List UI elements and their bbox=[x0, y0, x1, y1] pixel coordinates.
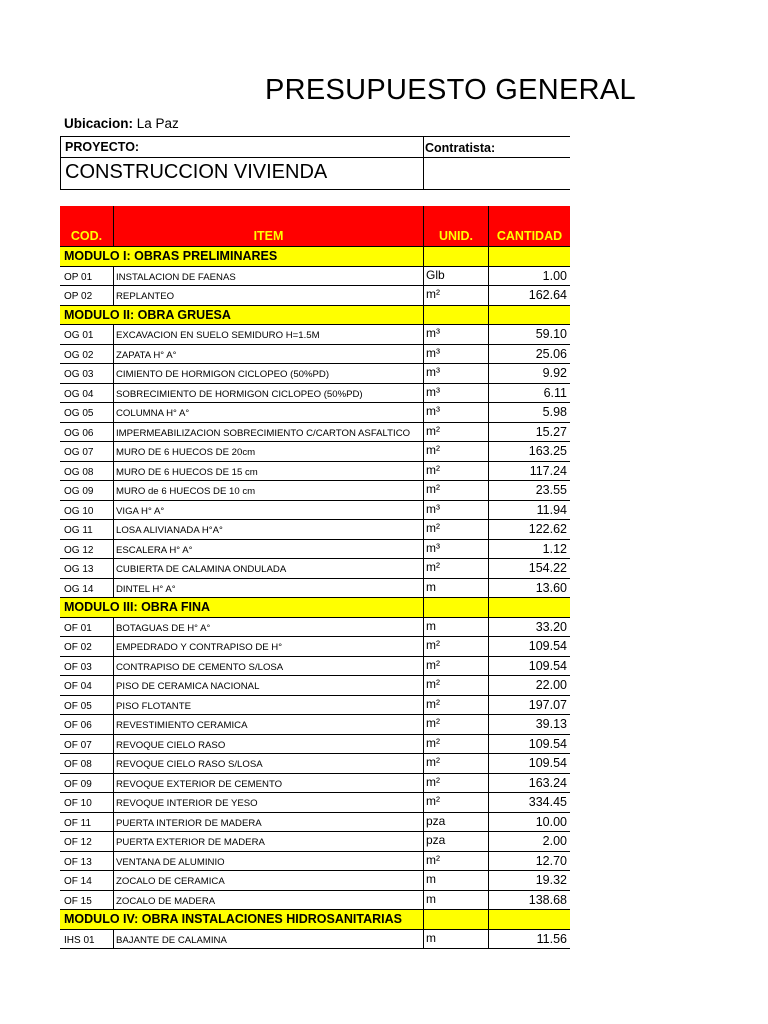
table-row[interactable] bbox=[60, 696, 570, 716]
table-row[interactable] bbox=[60, 715, 570, 735]
item-code: OG 11 bbox=[64, 525, 93, 536]
item-code: OG 03 bbox=[64, 369, 94, 380]
item-description: EXCAVACION EN SUELO SEMIDURO H=1.5M bbox=[113, 325, 423, 344]
item-unit: m³ bbox=[423, 403, 488, 422]
project-name[interactable]: CONSTRUCCION VIVIENDA bbox=[65, 161, 328, 183]
item-unit: m² bbox=[423, 696, 488, 715]
table-row[interactable] bbox=[60, 774, 570, 794]
item-unit: m² bbox=[423, 735, 488, 754]
item-quantity: 9.92 bbox=[488, 364, 570, 383]
item-unit: m² bbox=[423, 462, 488, 481]
item-code: OF 02 bbox=[64, 642, 92, 653]
item-description: DINTEL H° A° bbox=[113, 579, 423, 598]
item-description: CUBIERTA DE CALAMINA ONDULADA bbox=[113, 559, 423, 578]
item-description: BOTAGUAS DE H° A° bbox=[113, 618, 423, 637]
item-description: ZOCALO DE CERAMICA bbox=[113, 871, 423, 890]
item-description: ZAPATA H° A° bbox=[113, 345, 423, 364]
table-row[interactable] bbox=[60, 832, 570, 852]
item-code: OG 05 bbox=[64, 408, 94, 419]
table-row[interactable] bbox=[60, 871, 570, 891]
item-description: COLUMNA H° A° bbox=[113, 403, 423, 422]
item-unit: m² bbox=[423, 520, 488, 539]
project-label: PROYECTO: bbox=[65, 140, 140, 154]
item-unit: m² bbox=[423, 715, 488, 734]
item-code: OF 09 bbox=[64, 778, 92, 790]
contractor-label: Contratista: bbox=[425, 141, 496, 155]
item-unit: m² bbox=[423, 423, 488, 442]
item-description: ESCALERA H° A° bbox=[113, 540, 423, 559]
module-qty-cell bbox=[488, 598, 570, 617]
item-quantity: 59.10 bbox=[488, 325, 570, 344]
page-title: PRESUPUESTO GENERAL bbox=[265, 74, 636, 106]
item-description: MURO DE 6 HUECOS DE 20cm bbox=[113, 442, 423, 461]
table-row[interactable] bbox=[60, 676, 570, 696]
item-unit: m bbox=[423, 891, 488, 910]
item-code: OF 11 bbox=[64, 817, 92, 829]
item-quantity: 13.60 bbox=[488, 579, 570, 598]
item-code: OF 10 bbox=[64, 798, 92, 809]
column-header-cantidad[interactable]: CANTIDAD bbox=[488, 206, 570, 246]
item-code: OG 07 bbox=[64, 447, 94, 458]
item-unit: pza bbox=[423, 813, 488, 832]
table-row[interactable] bbox=[60, 325, 570, 345]
item-code: OG 06 bbox=[64, 427, 94, 439]
item-description: REPLANTEO bbox=[113, 286, 423, 305]
item-description: CIMIENTO DE HORMIGON CICLOPEO (50%PD) bbox=[113, 364, 423, 383]
item-code: OF 04 bbox=[64, 681, 92, 692]
location-line bbox=[64, 116, 179, 131]
item-unit: m² bbox=[423, 754, 488, 773]
table-body bbox=[60, 247, 570, 949]
item-unit: m bbox=[423, 871, 488, 890]
item-quantity: 10.00 bbox=[488, 813, 570, 832]
item-quantity: 109.54 bbox=[488, 657, 570, 676]
table-row[interactable] bbox=[60, 813, 570, 833]
item-description: PISO FLOTANTE bbox=[113, 696, 423, 715]
item-quantity: 22.00 bbox=[488, 676, 570, 695]
item-code: OP 01 bbox=[64, 271, 93, 283]
item-description: BAJANTE DE CALAMINA bbox=[113, 930, 423, 949]
item-description: LOSA ALIVIANADA H°A° bbox=[113, 520, 423, 539]
table-row[interactable] bbox=[60, 403, 570, 423]
item-quantity: 11.56 bbox=[488, 930, 570, 949]
item-code: OG 01 bbox=[64, 330, 94, 341]
item-description: MURO de 6 HUECOS DE 10 cm bbox=[113, 481, 423, 500]
item-unit: Glb bbox=[423, 267, 488, 286]
item-quantity: 163.24 bbox=[488, 774, 570, 793]
module-header-row[interactable] bbox=[60, 910, 570, 930]
table-row[interactable] bbox=[60, 481, 570, 501]
table-row[interactable] bbox=[60, 364, 570, 384]
item-quantity: 25.06 bbox=[488, 345, 570, 364]
item-code: OG 12 bbox=[64, 544, 94, 556]
item-description: EMPEDRADO Y CONTRAPISO DE H° bbox=[113, 637, 423, 656]
item-code: IHS 01 bbox=[64, 934, 95, 946]
item-quantity: 39.13 bbox=[488, 715, 570, 734]
item-description: PUERTA INTERIOR DE MADERA bbox=[113, 813, 423, 832]
item-quantity: 154.22 bbox=[488, 559, 570, 578]
table-row[interactable] bbox=[60, 442, 570, 462]
item-unit: m² bbox=[423, 657, 488, 676]
item-quantity: 109.54 bbox=[488, 754, 570, 773]
item-quantity: 6.11 bbox=[488, 384, 570, 403]
item-quantity: 1.00 bbox=[488, 267, 570, 286]
item-code: OG 08 bbox=[64, 466, 94, 478]
item-description: REVOQUE EXTERIOR DE CEMENTO bbox=[113, 774, 423, 793]
item-unit: m² bbox=[423, 676, 488, 695]
item-code: OG 04 bbox=[64, 388, 94, 400]
module-unit-cell bbox=[423, 247, 488, 266]
module-unit-cell bbox=[423, 598, 488, 617]
table-row[interactable] bbox=[60, 852, 570, 872]
item-description: PISO DE CERAMICA NACIONAL bbox=[113, 676, 423, 695]
item-unit: m² bbox=[423, 793, 488, 812]
table-row[interactable] bbox=[60, 793, 570, 813]
table-row[interactable] bbox=[60, 735, 570, 755]
module-qty-cell bbox=[488, 306, 570, 325]
item-code: OF 03 bbox=[64, 661, 92, 673]
item-code: OG 14 bbox=[64, 583, 94, 595]
item-quantity: 23.55 bbox=[488, 481, 570, 500]
item-description: MURO DE 6 HUECOS DE 15 cm bbox=[113, 462, 423, 481]
column-header-unid[interactable]: UNID. bbox=[423, 206, 488, 246]
item-code: OF 14 bbox=[64, 876, 92, 887]
table-row[interactable] bbox=[60, 423, 570, 443]
item-unit: m³ bbox=[423, 325, 488, 344]
table-row[interactable] bbox=[60, 345, 570, 365]
item-quantity: 2.00 bbox=[488, 832, 570, 851]
budget-table bbox=[60, 206, 570, 949]
project-header-box bbox=[60, 136, 570, 190]
item-description: INSTALACION DE FAENAS bbox=[113, 267, 423, 286]
item-unit: m³ bbox=[423, 345, 488, 364]
column-header-cod[interactable]: COD. bbox=[70, 229, 103, 243]
item-unit: m³ bbox=[423, 384, 488, 403]
item-quantity: 109.54 bbox=[488, 637, 570, 656]
item-unit: m² bbox=[423, 774, 488, 793]
table-row[interactable] bbox=[60, 891, 570, 911]
location-value: La Paz bbox=[136, 116, 179, 131]
item-quantity: 15.27 bbox=[488, 423, 570, 442]
table-row[interactable] bbox=[60, 286, 570, 306]
item-code: OG 13 bbox=[64, 564, 94, 575]
module-header-row[interactable] bbox=[60, 306, 570, 326]
item-quantity: 334.45 bbox=[488, 793, 570, 812]
item-description: VENTANA DE ALUMINIO bbox=[113, 852, 423, 871]
item-quantity: 19.32 bbox=[488, 871, 570, 890]
item-unit: pza bbox=[423, 832, 488, 851]
item-code: OF 08 bbox=[64, 759, 92, 770]
item-description: IMPERMEABILIZACION SOBRECIMIENTO C/CARTON ASFALTICO bbox=[113, 423, 423, 442]
item-code: OG 02 bbox=[64, 349, 94, 361]
item-description: REVESTIMIENTO CERAMICA bbox=[113, 715, 423, 734]
item-unit: m³ bbox=[423, 501, 488, 520]
item-unit: m² bbox=[423, 286, 488, 305]
column-header-item[interactable]: ITEM bbox=[113, 206, 423, 246]
module-qty-cell bbox=[488, 910, 570, 929]
table-row[interactable] bbox=[60, 540, 570, 560]
location-label: Ubicacion: bbox=[64, 116, 134, 131]
item-unit: m bbox=[423, 618, 488, 637]
item-quantity: 197.07 bbox=[488, 696, 570, 715]
table-header bbox=[60, 206, 570, 247]
table-row[interactable] bbox=[60, 657, 570, 677]
module-title: MODULO III: OBRA FINA bbox=[64, 600, 211, 614]
item-code: OF 12 bbox=[64, 837, 92, 848]
table-row[interactable] bbox=[60, 501, 570, 521]
table-row[interactable] bbox=[60, 462, 570, 482]
item-quantity: 12.70 bbox=[488, 852, 570, 871]
item-description: CONTRAPISO DE CEMENTO S/LOSA bbox=[113, 657, 423, 676]
module-header-row[interactable] bbox=[60, 598, 570, 618]
item-code: OF 13 bbox=[64, 856, 92, 868]
item-quantity: 33.20 bbox=[488, 618, 570, 637]
table-row[interactable] bbox=[60, 559, 570, 579]
table-row[interactable] bbox=[60, 754, 570, 774]
item-description: REVOQUE CIELO RASO bbox=[113, 735, 423, 754]
table-row[interactable] bbox=[60, 520, 570, 540]
table-row[interactable] bbox=[60, 618, 570, 638]
item-quantity: 109.54 bbox=[488, 735, 570, 754]
item-quantity: 122.62 bbox=[488, 520, 570, 539]
module-title: MODULO II: OBRA GRUESA bbox=[64, 307, 231, 322]
item-description: REVOQUE INTERIOR DE YESO bbox=[113, 793, 423, 812]
module-qty-cell bbox=[488, 247, 570, 266]
item-description: REVOQUE CIELO RASO S/LOSA bbox=[113, 754, 423, 773]
module-header-row[interactable] bbox=[60, 247, 570, 267]
module-unit-cell bbox=[423, 910, 488, 929]
module-title: MODULO IV: OBRA INSTALACIONES HIDROSANITARIAS bbox=[64, 912, 402, 926]
item-quantity: 1.12 bbox=[488, 540, 570, 559]
item-quantity: 162.64 bbox=[488, 286, 570, 305]
item-quantity: 5.98 bbox=[488, 403, 570, 422]
module-unit-cell bbox=[423, 306, 488, 325]
item-description: VIGA H° A° bbox=[113, 501, 423, 520]
item-unit: m² bbox=[423, 852, 488, 871]
item-code: OG 10 bbox=[64, 505, 94, 517]
item-code: OF 05 bbox=[64, 700, 92, 712]
item-unit: m² bbox=[423, 442, 488, 461]
item-code: OF 07 bbox=[64, 739, 92, 751]
item-code: OF 06 bbox=[64, 720, 92, 731]
item-code: OF 15 bbox=[64, 895, 92, 907]
table-row[interactable] bbox=[60, 267, 570, 287]
item-code: OP 02 bbox=[64, 291, 93, 302]
table-row[interactable] bbox=[60, 384, 570, 404]
item-unit: m³ bbox=[423, 540, 488, 559]
item-unit: m³ bbox=[423, 364, 488, 383]
item-description: PUERTA EXTERIOR DE MADERA bbox=[113, 832, 423, 851]
item-quantity: 163.25 bbox=[488, 442, 570, 461]
item-quantity: 138.68 bbox=[488, 891, 570, 910]
item-unit: m² bbox=[423, 481, 488, 500]
item-description: SOBRECIMIENTO DE HORMIGON CICLOPEO (50%PD) bbox=[113, 384, 423, 403]
item-code: OF 01 bbox=[64, 622, 92, 634]
item-code: OG 09 bbox=[64, 486, 94, 497]
table-row[interactable] bbox=[60, 637, 570, 657]
item-unit: m² bbox=[423, 637, 488, 656]
module-title: MODULO I: OBRAS PRELIMINARES bbox=[64, 249, 278, 263]
table-row[interactable] bbox=[60, 930, 570, 950]
item-unit: m² bbox=[423, 559, 488, 578]
item-unit: m bbox=[423, 579, 488, 598]
item-quantity: 117.24 bbox=[488, 462, 570, 481]
item-quantity: 11.94 bbox=[488, 501, 570, 520]
table-row[interactable] bbox=[60, 579, 570, 599]
item-description: ZOCALO DE MADERA bbox=[113, 891, 423, 910]
item-unit: m bbox=[423, 930, 488, 949]
